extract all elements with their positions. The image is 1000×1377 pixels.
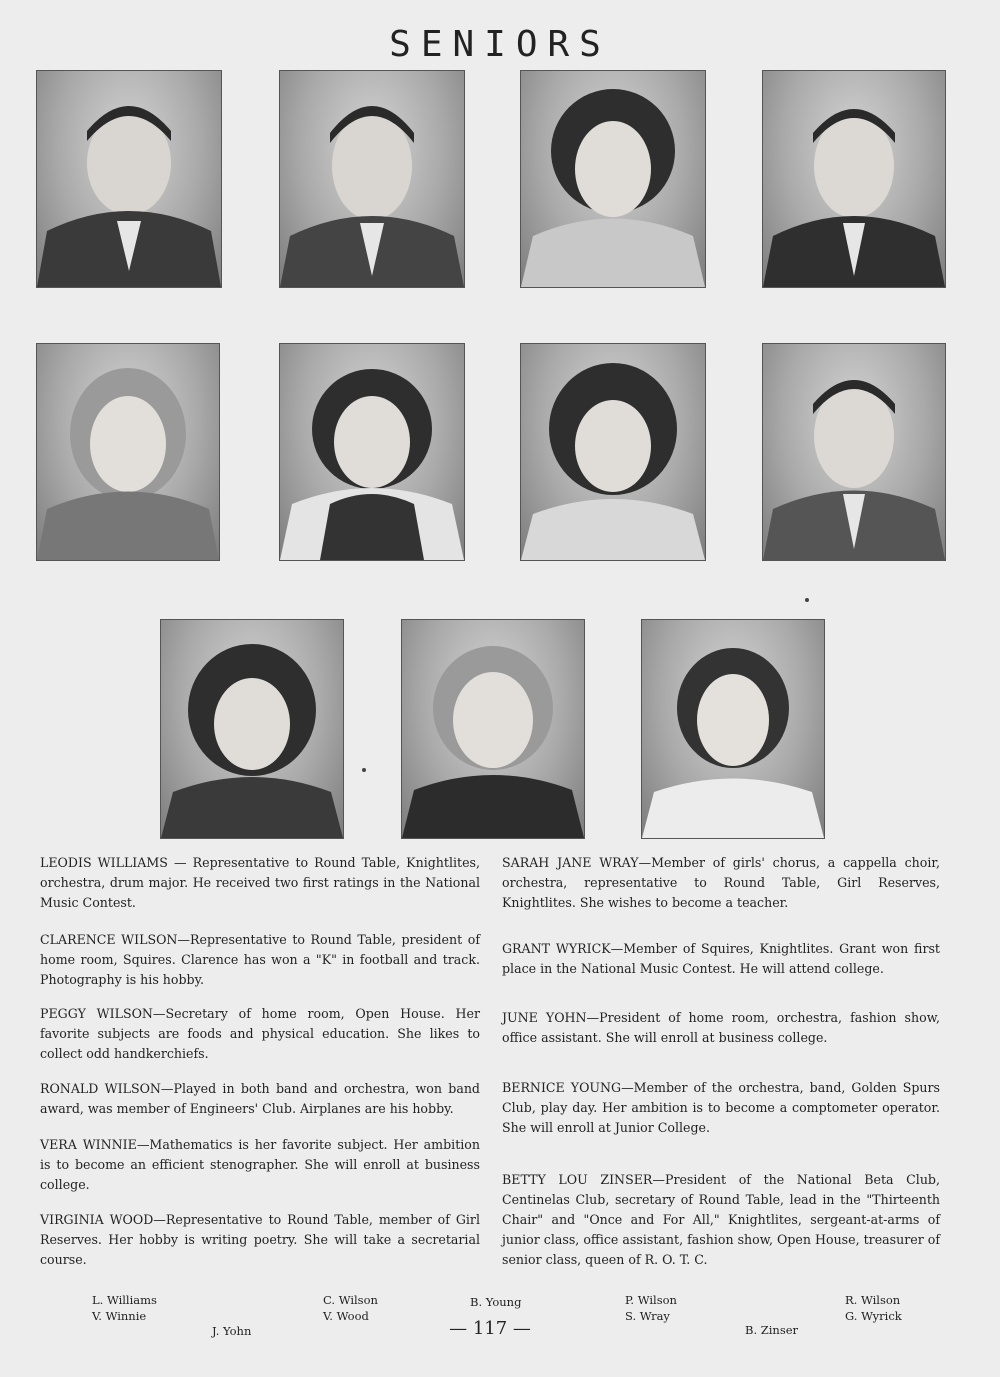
senior-bio: PEGGY WILSON—Secretary of home room, Open House. Her favorite subjects are foods and physical education. She likes to collect odd handkerchiefs.: [40, 1006, 480, 1061]
print-speck: [362, 768, 366, 772]
senior-bio: SARAH JANE WRAY—Member of girls' chorus, a cappella choir, orchestra, representative to Round Table, Girl Reserves, Knightlites. She wishes to become a teacher.: [502, 855, 940, 910]
portrait-photo: [762, 343, 946, 561]
photo-caption: R. Wilson G. Wyrick: [845, 1293, 902, 1323]
print-speck: [805, 598, 809, 602]
portrait-photo: [401, 619, 585, 839]
photo-caption: J. Yohn: [212, 1324, 252, 1338]
photo-caption: B. Young: [470, 1295, 522, 1309]
portrait-photo: [279, 70, 465, 288]
senior-bio: LEODIS WILLIAMS — Representative to Round Table, Knightlites, orchestra, drum major. He received two first ratings in the National Music Contest.: [40, 855, 480, 910]
senior-bio: RONALD WILSON—Played in both band and orchestra, won band award, was member of Engineers' Club. Airplanes are his hobby.: [40, 1081, 480, 1116]
portrait-photo: [762, 70, 946, 288]
senior-bio: BETTY LOU ZINSER—President of the National Beta Club, Centinelas Club, secretary of Round Table, lead in the "Thirteenth Chair" and "Once and For All," Knightlites, sergeant-at-arms of junior class, office assistant, fashion show, Open House, treasurer of senior class, queen of R. O. T. C.: [502, 1172, 940, 1267]
portrait-photo: [279, 343, 465, 561]
portrait-photo: [641, 619, 825, 839]
senior-bio: GRANT WYRICK—Member of Squires, Knightlites. Grant won first place in the National Music Contest. He will attend college.: [502, 941, 940, 976]
senior-bio: JUNE YOHN—President of home room, orchestra, fashion show, office assistant. She will enroll at business college.: [502, 1010, 940, 1045]
portrait-photo: [520, 343, 706, 561]
portrait-photo: [36, 70, 222, 288]
photo-caption: B. Zinser: [745, 1323, 799, 1337]
page-title: SENIORS: [389, 24, 611, 65]
photo-caption: L. Williams V. Winnie: [92, 1293, 157, 1323]
senior-bio: CLARENCE WILSON—Representative to Round Table, president of home room, Squires. Clarence has won a "K" in football and track. Photography is his hobby.: [40, 932, 480, 987]
portrait-photo: [520, 70, 706, 288]
senior-bio: VIRGINIA WOOD—Representative to Round Table, member of Girl Reserves. Her hobby is writing poetry. She will take a secretarial course.: [40, 1212, 480, 1267]
portrait-photo: [36, 343, 220, 561]
portrait-photo: [160, 619, 344, 839]
senior-bio: BERNICE YOUNG—Member of the orchestra, band, Golden Spurs Club, play day. Her ambition is to become a comptometer operator. She will enroll at Junior College.: [502, 1080, 940, 1135]
photo-caption: P. Wilson S. Wray: [625, 1293, 677, 1323]
photo-caption: C. Wilson V. Wood: [323, 1293, 378, 1323]
page-number: — 117 —: [449, 1318, 531, 1339]
senior-bio: VERA WINNIE—Mathematics is her favorite subject. Her ambition is to become an efficient stenographer. She will enroll at business college.: [40, 1137, 480, 1192]
